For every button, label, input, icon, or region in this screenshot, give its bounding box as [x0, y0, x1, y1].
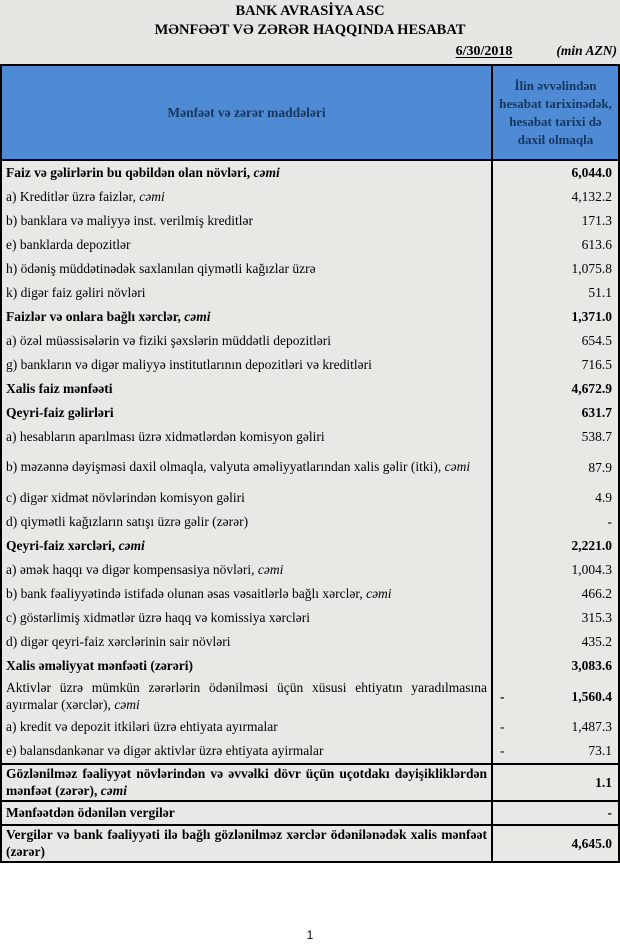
cami-suffix: cəmi: [114, 696, 140, 712]
row-value: [493, 739, 618, 763]
pl-table: [0, 64, 620, 863]
cami-suffix: cəmi: [100, 782, 128, 798]
row-label: [2, 678, 493, 715]
table-row: [2, 654, 618, 678]
table-row: [2, 800, 618, 824]
table-row: [2, 606, 618, 630]
row-label: [2, 630, 493, 654]
cami-suffix: cəmi: [118, 537, 145, 553]
title-band: [0, 0, 620, 64]
row-value: [493, 161, 618, 185]
row-value: [493, 353, 618, 377]
row-label-text: d) digər qeyri-faiz xərclərinin sair növləri: [6, 633, 231, 649]
row-label-text: b) bank fəaliyyətində istifadə olunan əsas vəsaitlərlə bağlı xərclər,: [6, 585, 367, 601]
row-label-text: Qeyri-faiz gəlirləri: [6, 404, 114, 420]
table-row: [2, 209, 618, 233]
row-value: [493, 534, 618, 558]
row-label: [2, 353, 493, 377]
row-value: [493, 630, 618, 654]
table-row: [2, 449, 618, 486]
row-value: [493, 678, 618, 715]
row-value-number: 538.7: [581, 429, 612, 444]
row-label-text: Xalis faiz mənfəəti: [6, 380, 113, 396]
cami-suffix: cəmi: [257, 561, 284, 577]
row-label: [2, 233, 493, 257]
row-value-number: 3,083.6: [571, 658, 612, 673]
table-row: [2, 353, 618, 377]
table-row: [2, 678, 618, 715]
row-label-text: b) banklara və maliyyə inst. verilmiş kreditlər: [6, 212, 254, 228]
row-label-text: Xalis əməliyyat mənfəəti (zərəri): [6, 657, 194, 673]
row-value: [493, 486, 618, 510]
row-value-number: 1.1: [595, 774, 612, 790]
table-row: [2, 185, 618, 209]
row-label: [2, 401, 493, 425]
row-value-number: 1,004.3: [571, 562, 612, 577]
row-value-number: 435.2: [581, 634, 612, 649]
row-label: [2, 534, 493, 558]
table-row: [2, 281, 618, 305]
cami-suffix: cəmi: [139, 188, 165, 204]
row-label: [2, 765, 493, 800]
row-label: [2, 486, 493, 510]
row-value: [493, 305, 618, 329]
row-value-number: 1,487.3: [571, 719, 612, 734]
row-label: [2, 161, 493, 185]
row-value: [493, 401, 618, 425]
row-value-number: 1,075.8: [571, 261, 612, 276]
minus-sign: -: [500, 719, 505, 734]
column-header-items: Mənfəət və zərər maddələri: [2, 66, 493, 159]
minus-sign: -: [500, 743, 505, 758]
row-value: [493, 510, 618, 534]
table-row: [2, 824, 618, 861]
row-value-number: 654.5: [581, 333, 612, 348]
row-value-number: 51.1: [588, 285, 612, 300]
row-label: [2, 377, 493, 401]
row-value-number: 631.7: [581, 405, 612, 420]
row-value-number: 716.5: [581, 357, 612, 372]
row-value: [493, 425, 618, 449]
row-value: [493, 185, 618, 209]
row-label: [2, 558, 493, 582]
row-value: [493, 826, 618, 861]
row-label-text: c) digər xidmət növlərindən komisyon gəliri: [6, 489, 245, 505]
report-date: 6/30/2018: [455, 44, 513, 59]
row-value-number: 315.3: [581, 610, 612, 625]
table-row: [2, 630, 618, 654]
row-label: [2, 425, 493, 449]
row-label: [2, 606, 493, 630]
table-row: [2, 161, 618, 185]
row-label: [2, 510, 493, 534]
row-value-number: 6,044.0: [571, 165, 612, 180]
row-label-text: a) kredit və depozit itkiləri üzrə ehtiyata ayırmalar: [6, 718, 278, 734]
row-value-number: 4,645.0: [571, 835, 612, 851]
row-label-text: Gözlənilməz fəaliyyət növlərindən və əvvəlki dövr üçün uçotdakı dəyişikliklərdən mənfəət (zərər),: [6, 766, 487, 798]
row-value: [493, 281, 618, 305]
table-row: [2, 377, 618, 401]
row-label: [2, 329, 493, 353]
row-value-number: 466.2: [581, 586, 612, 601]
cami-suffix: cəmi: [444, 459, 471, 475]
row-label: [2, 654, 493, 678]
row-label: [2, 582, 493, 606]
row-label: [2, 281, 493, 305]
row-label-text: e) banklarda depozitlər: [6, 236, 131, 252]
row-value: [493, 715, 618, 739]
bank-title: BANK AVRASİYA ASC: [235, 3, 385, 19]
table-row: [2, 329, 618, 353]
row-label-text: Faiz və gəlirlərin bu qəbildən olan növləri,: [6, 164, 254, 180]
row-value: [493, 558, 618, 582]
row-label-text: b) məzənnə dəyişməsi daxil olmaqla, valyuta əməliyyatlarından xalis gəlir (itki),: [6, 459, 445, 475]
row-value-number: 171.3: [581, 213, 612, 228]
row-label-text: d) qiymətli kağızların satışı üzrə gəlir (zərər): [6, 513, 249, 529]
row-label: [2, 715, 493, 739]
row-value-number: 4,132.2: [571, 189, 612, 204]
row-label: [2, 257, 493, 281]
cami-suffix: cəmi: [184, 308, 211, 324]
row-label-text: k) digər faiz gəliri növləri: [6, 284, 146, 300]
row-label-text: e) balansdankənar və digər aktivlər üzrə ehtiyata ayirmalar: [6, 742, 324, 758]
row-value: [493, 257, 618, 281]
row-label: [2, 305, 493, 329]
table-row: [2, 425, 618, 449]
row-label: [2, 185, 493, 209]
column-header-period: İlin əvvəlindən hesabat tarixinədək, hesabat tarixi də daxil olmaqla: [499, 77, 612, 147]
table-row: [2, 510, 618, 534]
row-value-number: 87.9: [588, 459, 612, 475]
table-row: [2, 257, 618, 281]
row-label-text: Qeyri-faiz xərcləri,: [6, 537, 119, 553]
row-value: [493, 377, 618, 401]
table-row: [2, 582, 618, 606]
row-value-number: 2,221.0: [571, 538, 612, 553]
row-label: [2, 826, 493, 861]
row-label-text: a) özəl müəssisələrin və fiziki şəxslərin müddətli depozitləri: [6, 332, 332, 348]
table-row: [2, 305, 618, 329]
row-label: [2, 739, 493, 763]
row-value-number: 613.6: [581, 237, 612, 252]
table-row: [2, 739, 618, 763]
table-header: [2, 66, 618, 161]
row-value-number: 1,371.0: [571, 309, 612, 324]
row-value: [493, 209, 618, 233]
date-line: [0, 40, 620, 62]
row-label-text: c) göstərlimiş xidmətlər üzrə haqq və komissiya xərcləri: [6, 609, 311, 625]
page-number: 1: [306, 928, 314, 942]
row-label-text: h) ödəniş müddətinədək saxlanılan qiymətli kağızlar üzrə: [6, 260, 316, 276]
row-value-number: 1,560.4: [571, 688, 612, 704]
row-value: [493, 606, 618, 630]
row-value-number: 73.1: [588, 743, 612, 758]
table-row: [2, 233, 618, 257]
row-label-text: Mənfəətdən ödənilən vergilər: [6, 804, 175, 820]
row-label: [2, 449, 493, 486]
row-label-text: Faizlər və onlara bağlı xərclər,: [6, 308, 185, 324]
row-label-text: a) əmək haqqı və digər kompensasiya növləri,: [6, 561, 258, 577]
currency-unit: (min AZN): [556, 43, 617, 58]
row-value: [493, 654, 618, 678]
report-title: MƏNFƏƏT VƏ ZƏRƏR HAQQINDA HESABAT: [154, 22, 466, 38]
row-label: [2, 802, 493, 824]
row-value: [493, 802, 618, 824]
table-body: [2, 161, 618, 861]
table-row: [2, 558, 618, 582]
table-row: [2, 534, 618, 558]
row-label-text: a) Kreditlər üzrə faizlər,: [6, 188, 140, 204]
row-value: [493, 582, 618, 606]
row-label-text: a) hesabların aparılması üzrə xidmətlərdən komisyon gəliri: [6, 428, 325, 444]
row-label-text: g) bankların və digər maliyyə institutlarının depozitləri və kreditləri: [6, 356, 372, 372]
row-value: [493, 329, 618, 353]
cami-suffix: cəmi: [366, 585, 392, 601]
row-value: [493, 765, 618, 800]
row-value-number: 4.9: [595, 490, 612, 505]
row-label-text: Aktivlər üzrə mümkün zərərlərin ödənilməsi üçün xüsusi ehtiyatın yaradılmasına ayırmalar (xərclər),: [6, 680, 487, 712]
table-row: [2, 715, 618, 739]
row-value-number: 4,672.9: [571, 381, 612, 396]
table-row: [2, 486, 618, 510]
table-row: [2, 763, 618, 800]
row-value-number: -: [607, 805, 612, 820]
row-value-number: -: [607, 514, 612, 529]
row-value: [493, 233, 618, 257]
row-label-text: Vergilər və bank fəaliyyəti ilə bağlı gözlənilməz xərclər ödənilənədək xalis mənfəət (zərər): [6, 827, 487, 859]
row-value: [493, 449, 618, 486]
minus-sign: -: [500, 688, 505, 704]
table-row: [2, 401, 618, 425]
row-label: [2, 209, 493, 233]
cami-suffix: cəmi: [253, 164, 280, 180]
